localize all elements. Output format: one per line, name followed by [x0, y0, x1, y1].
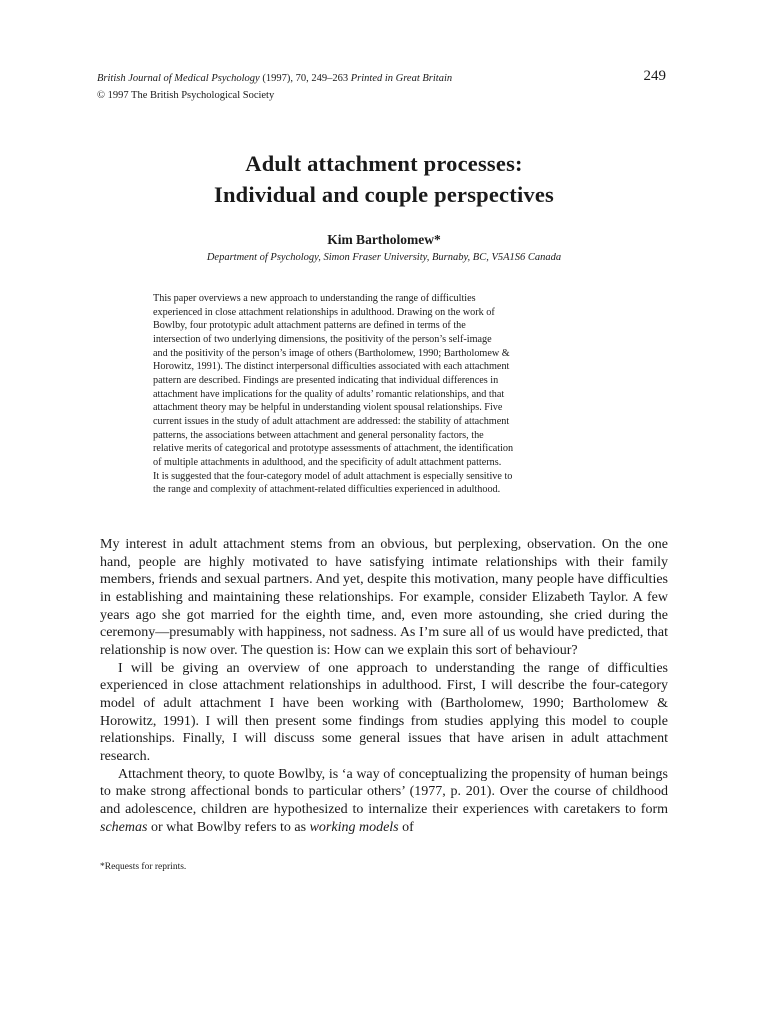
- printed-note: Printed in Great Britain: [350, 73, 453, 84]
- journal-name: British Journal of Medical Psychology: [97, 73, 260, 84]
- abstract-line: This paper overviews a new approach to understanding the range of difficulties: [153, 293, 476, 304]
- paragraph-3-middle: or what Bowlby refers to as: [147, 819, 310, 835]
- emphasis-working-models: working models: [309, 819, 399, 835]
- title-line-2: Individual and couple perspectives: [214, 182, 554, 207]
- abstract-line: patterns, the associations between attachment and general personality factors, the: [153, 429, 484, 441]
- abstract-line: the range and complexity of attachment-related difficulties experienced in adulthood.: [153, 484, 501, 496]
- emphasis-schemas: schemas: [100, 819, 148, 835]
- paragraph-3-end: of: [398, 819, 414, 835]
- citation-details: (1997), 70, 249–263: [259, 73, 351, 84]
- page-number: 249: [643, 68, 666, 84]
- abstract-line: It is suggested that the four-category model of adult attachment is especially sensitive to: [153, 470, 513, 482]
- abstract-line: Horowitz, 1991). The distinct interpersonal difficulties associated with each attachment: [153, 361, 510, 373]
- running-header: [97, 70, 452, 104]
- abstract-line: of multiple attachments in adulthood, and the specificity of adult attachment patterns.: [153, 456, 502, 468]
- abstract-line: experienced in close attachment relationships in adulthood. Drawing on the work of: [153, 306, 495, 318]
- copyright: © 1997 The British Psychological Society: [97, 90, 275, 101]
- abstract: [153, 292, 613, 497]
- body-text: [100, 536, 668, 836]
- paper-title: [0, 148, 768, 210]
- author-name: Kim Bartholomew*: [327, 232, 441, 247]
- author-affiliation: Department of Psychology, Simon Fraser University, Burnaby, BC, V5A1S6 Canada: [206, 252, 562, 263]
- body-paragraph-2: I will be giving an overview of one approach to understanding the range of difficulties experienced in close attachment relationships in adulthood. First, I will describe the four-category model of adult attachment I have been working with (Bartholomew, 1990; Bartholomew & Horowitz, 1991). I will then present some findings from studies applying this model to couple relationships. Finally, I will discuss some general issues that have arisen in adult attachment research.: [100, 660, 668, 764]
- title-line-1: Adult attachment processes:: [245, 151, 523, 176]
- abstract-line: pattern are described. Findings are presented indicating that individual differences in: [153, 374, 499, 386]
- abstract-line: attachment have implications for the quality of adults’ romantic relationships, and that: [153, 388, 505, 400]
- abstract-line: current issues in the study of adult attachment are addressed: the stability of attachment: [153, 415, 510, 427]
- abstract-line: attachment theory may be helpful in understanding violent spousal relationships. Five: [153, 402, 503, 414]
- journal-citation: [97, 70, 452, 87]
- body-paragraph-3: [100, 766, 668, 837]
- footnote: *Requests for reprints.: [100, 862, 187, 872]
- abstract-line: Bowlby, four prototypic adult attachment patterns are defined in terms of the: [153, 320, 466, 332]
- body-paragraph-1: My interest in adult attachment stems from an obvious, but perplexing, observation. On the one hand, people are highly motivated to have satisfying intimate relationships with their family members, friends and sexual partners. And yet, despite this motivation, many people have difficulties in establishing and maintaining these relationships. For example, consider Elizabeth Taylor. A few years ago she got married for the eighth time, and, even more astounding, she cried during the ceremony—presumably with happiness, not sadness. As I’m sure all of us would have predicted, that relationship is now over. The question is: How can we explain this sort of behaviour?: [100, 537, 668, 658]
- paragraph-3-start: Attachment theory, to quote Bowlby, is ‘a way of conceptualizing the propensity of human beings to make strong affectional bonds to particular others’ (1977, p. 201). Over the course of childhood and adolescence, children are hypothesized to internalize their experiences with caretakers to form: [100, 766, 668, 817]
- abstract-line: relative merits of categorical and prototype assessments of attachment, the identification: [153, 443, 514, 455]
- abstract-line: and the positivity of the person’s image of others (Bartholomew, 1990; Bartholomew &: [153, 347, 510, 359]
- abstract-line: intersection of two underlying dimensions, the positivity of the person’s self-image: [153, 333, 492, 345]
